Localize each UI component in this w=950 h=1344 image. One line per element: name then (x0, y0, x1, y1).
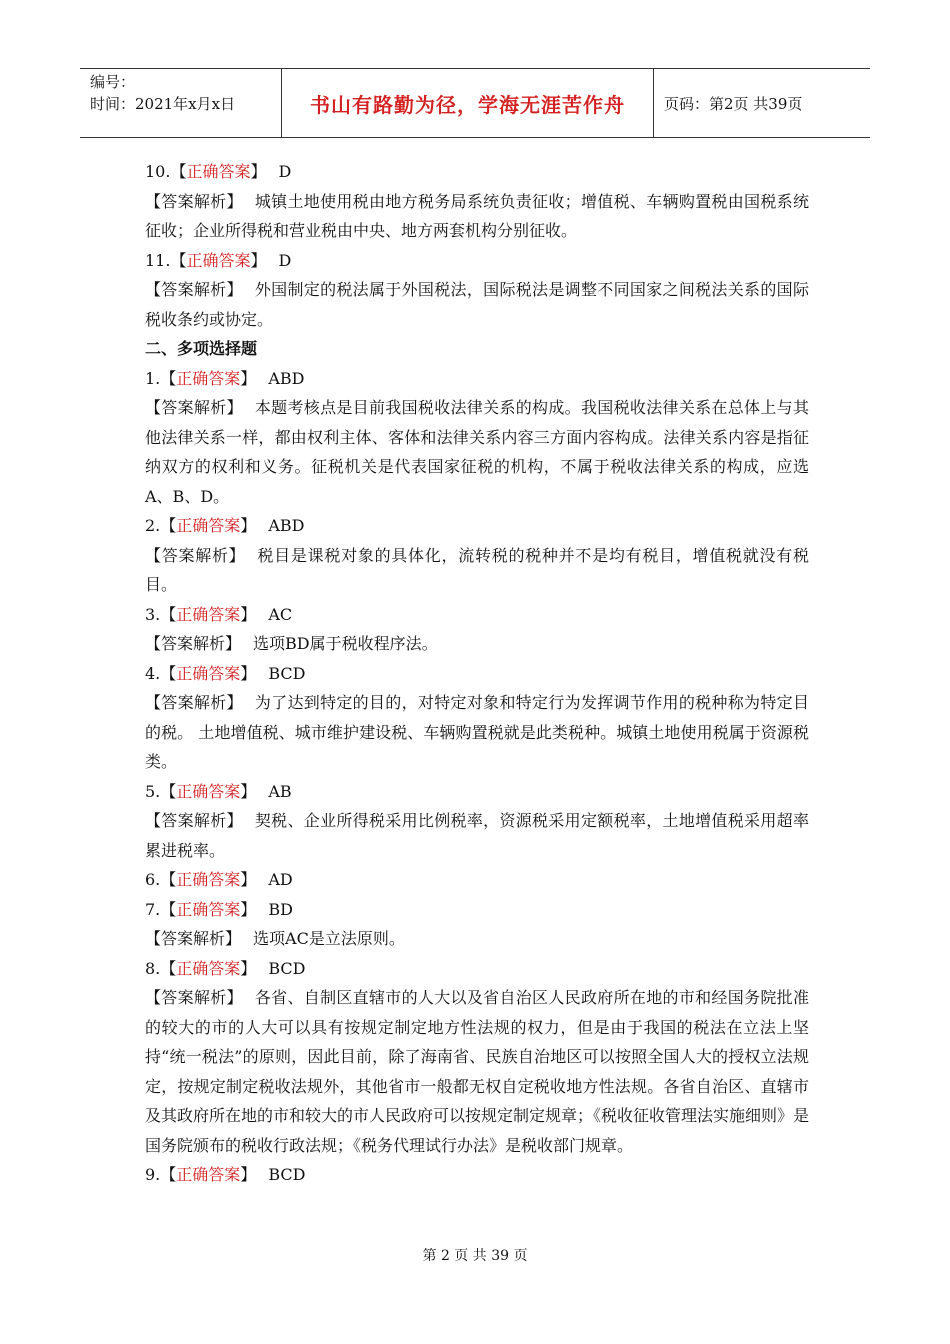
answer-label: 正确答案 (176, 870, 241, 889)
number-label: 编号： (90, 73, 136, 91)
answer-line (145, 364, 809, 394)
answer-label: 正确答案 (186, 250, 251, 270)
answer-line (145, 659, 809, 689)
answer-number: 10. (145, 162, 171, 181)
answer-number: 6. (145, 870, 161, 889)
bracket-right: 】 (240, 1165, 257, 1184)
analysis-label: 【答案解析】 (145, 398, 243, 417)
answer-number: 8. (145, 958, 161, 978)
answer-label: 正确答案 (176, 604, 241, 624)
answer-number: 1. (145, 368, 161, 388)
answer-value: AD (268, 870, 293, 889)
bracket-left: 【 (160, 781, 177, 801)
bracket-left: 【 (160, 368, 177, 388)
answer-number: 9. (145, 1165, 161, 1184)
analysis-text: 选项BD属于税收程序法。 (253, 634, 438, 653)
analysis-paragraph (145, 688, 809, 777)
answer-value: BCD (268, 1165, 306, 1184)
analysis-paragraph (145, 983, 809, 1160)
bracket-right: 】 (250, 162, 267, 181)
bracket-right: 】 (250, 250, 267, 270)
analysis-label: 【答案解析】 (145, 545, 246, 565)
analysis-text: 契税、企业所得税采用比例税率，资源税采用定额税率，土地增值税采用超率累进税率。 (145, 811, 809, 860)
header-motto-cell (282, 69, 654, 137)
bracket-left: 【 (160, 899, 177, 919)
answer-value: AC (268, 604, 293, 624)
bracket-right: 】 (240, 516, 257, 535)
answer-label: 正确答案 (176, 1165, 241, 1184)
answer-number: 5. (145, 781, 161, 801)
answer-line (145, 895, 809, 925)
bracket-right: 】 (240, 958, 257, 978)
answer-value: D (278, 162, 292, 181)
analysis-paragraph (145, 924, 809, 954)
analysis-paragraph (145, 187, 809, 246)
answer-label: 正确答案 (186, 162, 251, 181)
answer-label: 正确答案 (176, 663, 241, 683)
header-page-cell (654, 69, 870, 137)
analysis-paragraph (145, 393, 809, 511)
answer-line (145, 777, 809, 807)
answer-value: AB (268, 781, 292, 801)
answer-value: ABD (268, 516, 305, 535)
bracket-left: 【 (160, 958, 177, 978)
bracket-right: 】 (240, 368, 257, 388)
time-label: 时间：2021年x月x日 (90, 95, 236, 113)
bracket-right: 】 (240, 663, 257, 683)
analysis-label: 【答案解析】 (145, 693, 243, 712)
answer-number: 11. (145, 250, 171, 270)
analysis-text: 各省、自制区直辖市的人大以及省自治区人民政府所在地的市和经国务院批准的较大的市的人大可以具有按规定制定地方性法规的权力，但是由于我国的税法在立法上坚持“统一税法”的原则，因此目前，除了海南省、民族自治地区可以按照全国人大的授权立法规定，按规定制定税收法规外，其他省市一般都无权自定税收地方性法规。各省自治区、直辖市及其政府所在地的市和较大的市人民政府可以按规定制定规章；《税收征收管理法实施细则》是国务院颁布的税收行政法规；《税务代理试行办法》是税收部门规章。 (145, 988, 810, 1155)
answer-number: 2. (145, 516, 161, 535)
analysis-paragraph (145, 275, 809, 334)
bracket-left: 【 (170, 162, 187, 181)
answer-value: BCD (268, 663, 306, 683)
answer-line (145, 600, 809, 630)
analysis-label: 【答案解析】 (145, 988, 243, 1007)
document-body (145, 157, 809, 1190)
answer-line (145, 865, 809, 895)
answer-value: BCD (268, 958, 306, 978)
answer-line (145, 1160, 809, 1190)
bracket-left: 【 (170, 250, 187, 270)
analysis-label: 【答案解析】 (145, 191, 243, 211)
answer-value: D (278, 250, 292, 270)
bracket-left: 【 (160, 604, 177, 624)
bracket-left: 【 (160, 516, 177, 535)
analysis-paragraph (145, 629, 809, 659)
answer-label: 正确答案 (176, 368, 241, 388)
page-footer: 第 2 页 共 39 页 (422, 1248, 528, 1264)
analysis-label: 【答案解析】 (145, 929, 242, 948)
bracket-left: 【 (160, 1165, 177, 1184)
answer-label: 正确答案 (176, 781, 241, 801)
answer-label: 正确答案 (176, 516, 241, 535)
analysis-paragraph (145, 541, 809, 600)
analysis-label: 【答案解析】 (145, 811, 243, 830)
analysis-text: 为了达到特定的目的，对特定对象和特定行为发挥调节作用的税种称为特定目的税。 土地增值税、城市维护建设税、车辆购置税就是此类税种。城镇土地使用税属于资源税类。 (145, 693, 809, 771)
answer-number: 4. (145, 663, 161, 683)
bracket-right: 】 (240, 604, 257, 624)
answer-line (145, 954, 809, 984)
bracket-right: 】 (240, 781, 257, 801)
analysis-paragraph (145, 806, 809, 865)
answer-value: BD (268, 899, 293, 919)
bracket-left: 【 (160, 870, 177, 889)
bracket-right: 】 (240, 899, 257, 919)
bracket-right: 】 (240, 870, 257, 889)
analysis-text: 外国制定的税法属于外国税法，国际税法是调整不同国家之间税法关系的国际税收条约或协定。 (145, 280, 809, 329)
analysis-label: 【答案解析】 (145, 634, 242, 653)
analysis-text: 本题考核点是目前我国税收法律关系的构成。我国税收法律关系在总体上与其他法律关系一样，都由权利主体、客体和法律关系内容三方面内容构成。法律关系内容是指征纳双方的权利和义务。征税机关是代表国家征税的机构，不属于税收法律关系的构成，应选A、B、D。 (145, 398, 809, 506)
answer-line (145, 157, 809, 187)
answer-number: 3. (145, 604, 161, 624)
page-label: 页码：第2页 共39页 (664, 94, 803, 113)
answer-label: 正确答案 (176, 899, 241, 919)
answer-value: ABD (268, 368, 305, 388)
answer-line (145, 246, 809, 276)
motto: 书山有路勤为径，学海无涯苦作舟 (310, 92, 625, 117)
bracket-left: 【 (160, 663, 177, 683)
answer-line (145, 511, 809, 541)
analysis-text: 选项AC是立法原则。 (253, 929, 405, 948)
analysis-text: 税目是课税对象的具体化，流转税的税种并不是均有税目，增值税就没有税目。 (145, 545, 809, 594)
header-meta (80, 69, 282, 137)
page-header (80, 68, 870, 138)
answer-label: 正确答案 (176, 958, 241, 978)
analysis-text: 城镇土地使用税由地方税务局系统负责征收；增值税、车辆购置税由国税系统征收；企业所得税和营业税由中央、地方两套机构分别征收。 (145, 191, 809, 240)
analysis-label: 【答案解析】 (145, 280, 243, 299)
section-heading: 二、多项选择题 (145, 339, 258, 358)
answer-number: 7. (145, 899, 161, 919)
